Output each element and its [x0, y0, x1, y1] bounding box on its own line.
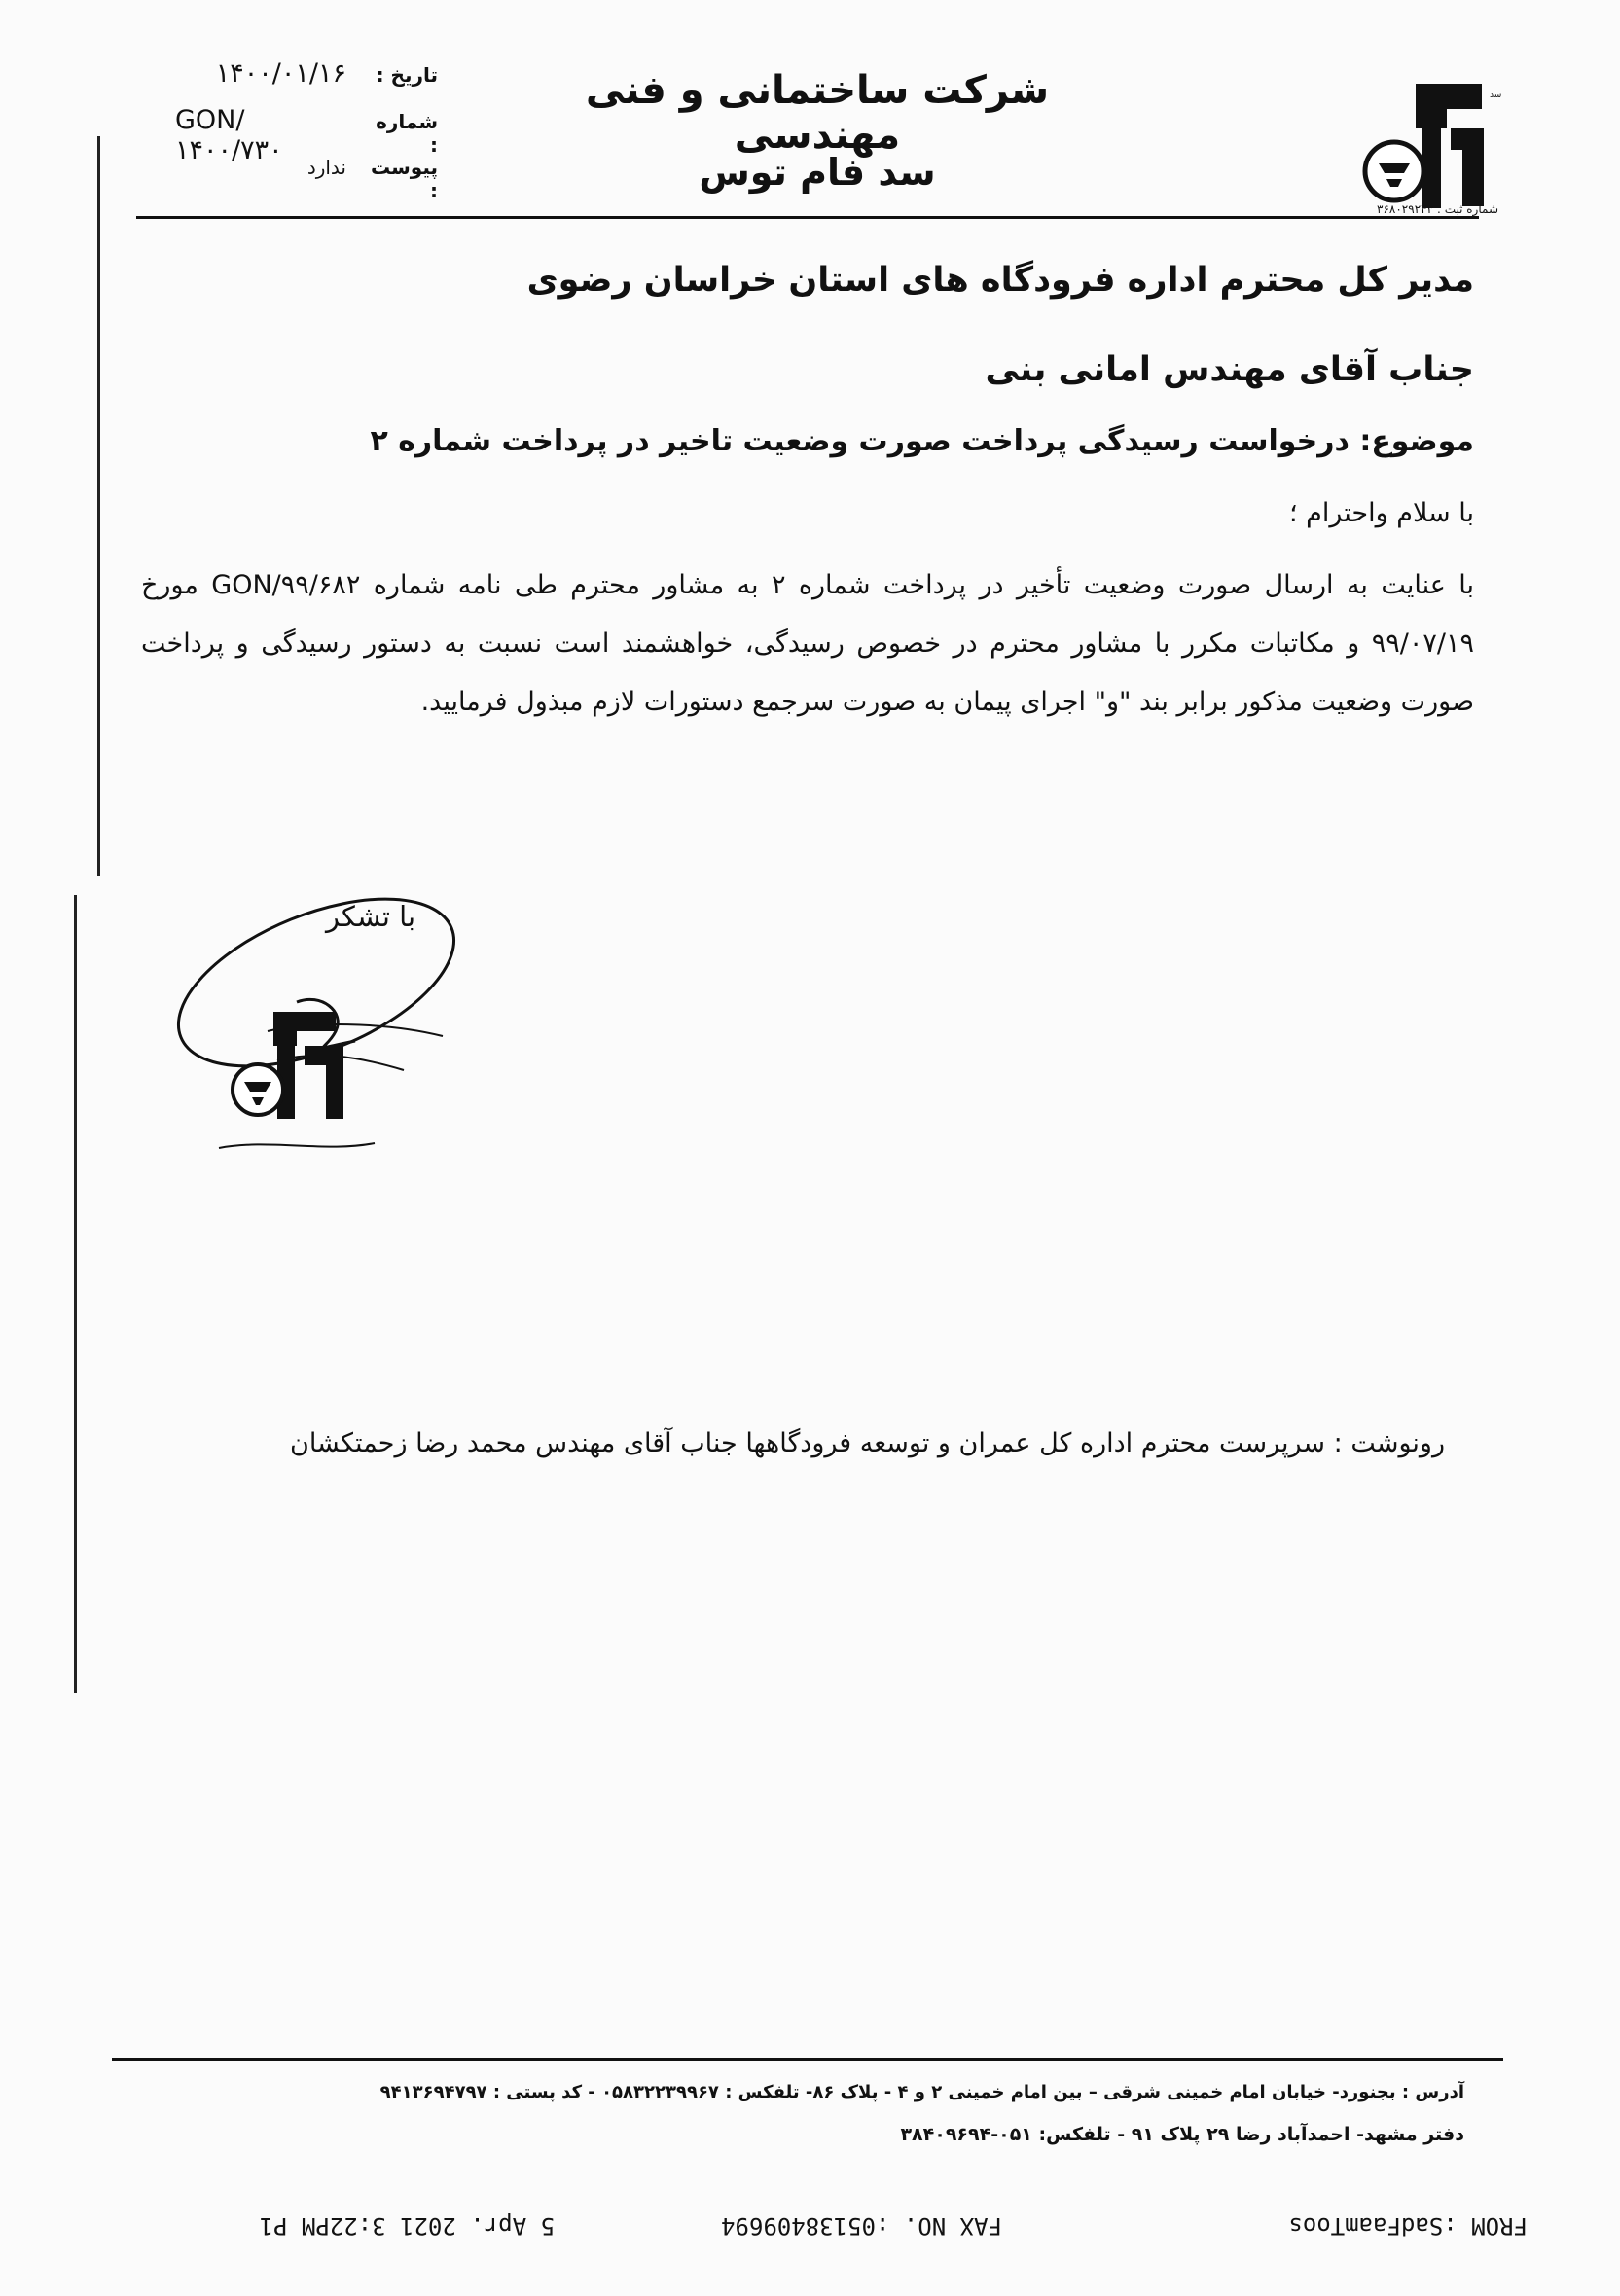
cc-line: رونوشت : سرپرست محترم اداره کل عمران و توسعه فرودگاهها جناب آقای مهندس محمد رضا زحمتکشان	[289, 1428, 1445, 1458]
left-margin-line-lower	[74, 895, 77, 1693]
fax-header	[195, 2201, 1528, 2240]
date-value: ۱۴۰۰/۰۱/۱۶	[215, 58, 346, 89]
date-row	[195, 58, 438, 89]
logo-caption: شماره ثبت : ۳۶۸۰۲۹۲۴۳	[1377, 202, 1498, 216]
date-label: تاریخ :	[376, 63, 438, 87]
fax-number: FAX NO. :05138409694	[721, 2212, 1002, 2240]
footer-address: آدرس : بجنورد- خیابان امام خمینی شرقی – بین امام خمینی ۲ و ۴ - پلاک ۸۶- تلفکس : ۰۵۸۳۲۲۳۹۹۶۷ - کد پستی : ۹۴۱۳۶۹۴۷۹۷	[379, 2082, 1464, 2102]
footer-mashhad-office: دفتر مشهد- احمدآباد رضا ۲۹ پلاک ۹۱ - تلفکس: ۰۵۱-۳۸۴۰۹۶۹۴	[900, 2124, 1464, 2145]
fax-from: FROM :SadFaamToos	[1288, 2212, 1528, 2240]
company-subname: سد فام توس	[699, 151, 936, 194]
recipient-name: جناب آقای مهندس امانی بنی	[985, 350, 1474, 389]
left-margin-line	[97, 136, 100, 876]
number-label: شماره :	[376, 110, 438, 157]
header-divider	[136, 216, 1479, 219]
letter-closing: با تشکر	[326, 900, 416, 933]
company-name: شرکت ساختمانی و فنی مهندسی	[585, 68, 1050, 158]
letter-greeting: با سلام واحترام ؛	[1288, 498, 1474, 528]
letter-subject: موضوع: درخواست رسیدگی پرداخت صورت وضعیت تاخیر در پرداخت شماره ۲	[370, 424, 1474, 458]
svg-text:سد: سد	[1490, 90, 1502, 100]
attachment-row	[272, 156, 438, 202]
signature-stamp-icon	[151, 876, 491, 1197]
letter-body: با عنایت به ارسال صورت وضعیت تأخیر در پرداخت شماره ۲ به مشاور محترم طی نامه شماره GON/۹۹/۶۸۲ مورخ ۹۹/۰۷/۱۹ و مکاتبات مکرر با مشاور محترم در خصوص رسیدگی، خواهشمند است نسبت به دستور رسیدگی و پرداخت صورت وضعیت مذکور برابر بند "و" اجرای پیمان به صورت سرجمع دستورات لازم مبذول فرمایید.	[141, 570, 1474, 717]
recipient-title: مدیر کل محترم اداره فرودگاه های استان خراسان رضوی	[526, 261, 1474, 300]
attachment-label: پیوست :	[370, 156, 438, 202]
number-value: GON/۱۴۰۰/۷۳۰	[175, 105, 283, 165]
footer-divider	[112, 2058, 1503, 2061]
fax-date: 5 Apr. 2021 3:22PM P1	[259, 2212, 555, 2240]
attachment-value: ندارد	[306, 156, 346, 179]
